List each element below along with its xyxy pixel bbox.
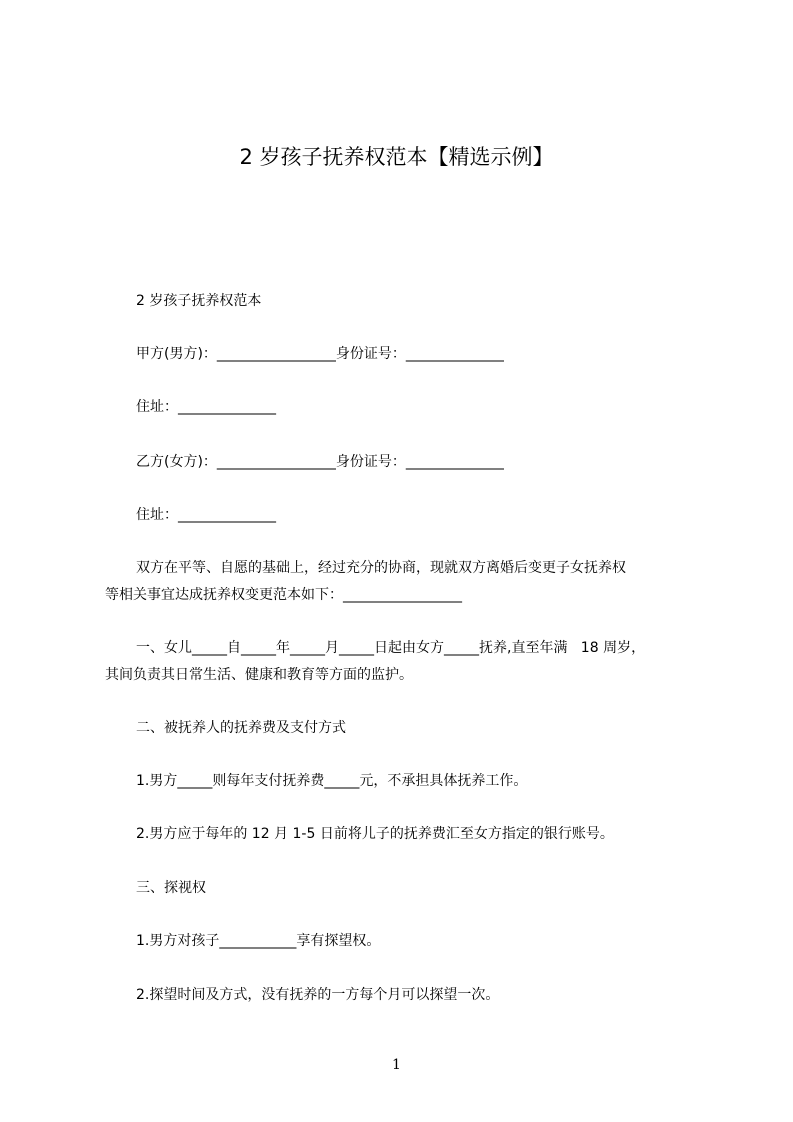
- clause-3-1: 1.男方对孩子___________享有探望权。: [136, 933, 381, 949]
- page-number: 1: [392, 1057, 401, 1073]
- clause-3-2: 2.探望时间及方式，没有抚养的一方每个月可以探望一次。: [136, 987, 500, 1003]
- clause-1-line-1: 一、女儿_____自_____年_____月_____日起由女方_____抚养,直至年满 18 周岁，: [136, 640, 646, 656]
- party-b-line: 乙方(女方)：_________________身份证号：______________: [136, 454, 504, 470]
- clause-1-line-2: 其间负责其日常生活、健康和教育等方面的监护。: [105, 667, 413, 683]
- intro-paragraph-line-2: 等相关事宜达成抚养权变更范本如下：_________________: [105, 587, 462, 603]
- clause-2-1: 1.男方_____则每年支付抚养费_____元，不承担具体抚养工作。: [136, 773, 528, 789]
- party-a-line: 甲方(男方)：_________________身份证号：______________: [136, 346, 504, 362]
- party-b-address: 住址：______________: [136, 507, 276, 523]
- intro-paragraph-line-1: 双方在平等、自愿的基础上，经过充分的协商，现就双方离婚后变更子女抚养权: [136, 560, 626, 576]
- clause-2-2: 2.男方应于每年的 12 月 1-5 日前将儿子的抚养费汇至女方指定的银行账号。: [136, 826, 614, 842]
- party-a-address: 住址：______________: [136, 399, 276, 415]
- section-2-heading: 二、被抚养人的抚养费及支付方式: [136, 720, 346, 736]
- document-subtitle: 2 岁孩子抚养权范本: [136, 293, 262, 309]
- page-title: 2 岁孩子抚养权范本【精选示例】: [239, 145, 554, 169]
- section-3-heading: 三、探视权: [136, 880, 206, 896]
